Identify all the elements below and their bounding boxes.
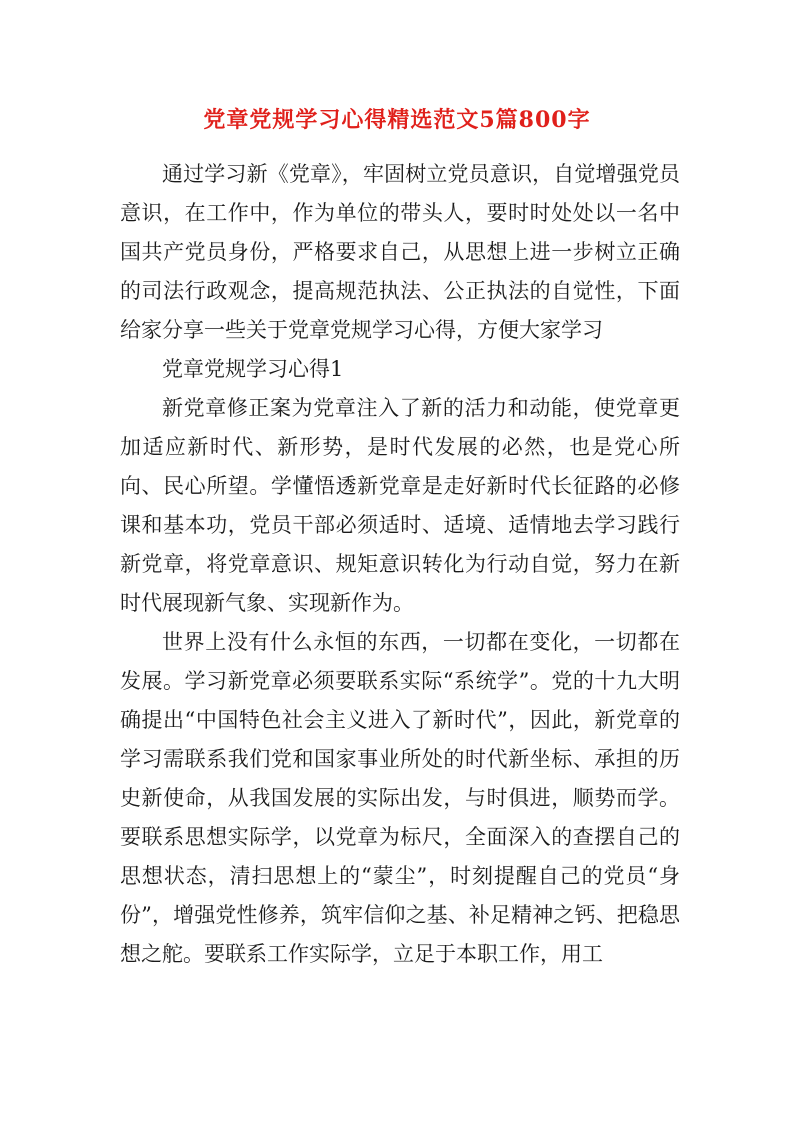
intro-paragraph: 通过学习新《党章》，牢固树立党员意识，自觉增强党员意识，在工作中，作为单位的带头人，要时时处处以一名中国共产党员身份，严格要求自己，从思想上进一步树立正确的司法行政观念，提高规范执法、公正执法的自觉性，下面给家分享一些关于党章党规学习心得，方便大家学习 (120, 162, 680, 342)
body-paragraph: 世界上没有什么永恒的东西，一切都在变化，一切都在发展。学习新党章必须要联系实际“系统学”。党的十九大明确提出“中国特色社会主义进入了新时代”，因此，新党章的学习需联系我们党和国家事业所处的时代新坐标、承担的历史新使命，从我国发展的实际出发，与时俱进，顺势而学。要联系思想实际学，以党章为标尺，全面深入的查摆自己的思想状态，清扫思想上的“蒙尘”，时刻提醒自己的党员“身份”，增强党性修养，筑牢信仰之基、补足精神之钙、把稳思想之舵。要联系工作实际学，立足于本职工作，用工 (120, 630, 680, 966)
section-heading: 党章党规学习心得1 (162, 357, 344, 381)
document-body (120, 155, 680, 974)
body-paragraph: 新党章修正案为党章注入了新的活力和动能，使党章更加适应新时代、新形势，是时代发展的必然，也是党心所向、民心所望。学懂悟透新党章是走好新时代长征路的必修课和基本功，党员干部必须适时、适境、适情地去学习践行新党章，将党章意识、规矩意识转化为行动自觉，努力在新时代展现新气象、实现新作为。 (120, 396, 680, 615)
document-title: 党章党规学习心得精选范文5篇800字 (203, 107, 591, 133)
